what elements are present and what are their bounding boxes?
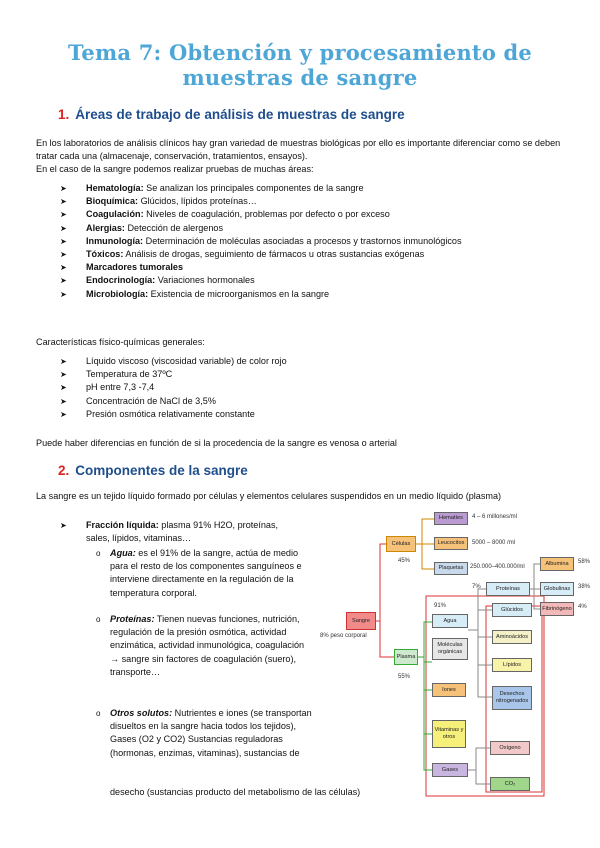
list-item: ➤ Líquido viscoso (viscosidad variable) de color rojo [74, 355, 287, 368]
fibrinogeno-pct: 4% [578, 604, 587, 610]
otros-solutos-item: o Otros solutos: Nutrientes e iones (se transportan disueltos en la sangre hacia todos los tejidos), Gases (O2 y CO2) Sustancias reguladoras (hormonas, enzimas, vitaminas), sustancias de [96, 708, 312, 758]
globulina-box: Globulinas [540, 582, 574, 596]
section-1-heading [58, 107, 405, 122]
blood-components-diagram [318, 502, 600, 800]
section-1-intro: En los laboratorios de análisis clínicos hay gran variedad de muestras biológicas por ello es importante diferenciar como se deben tratar cada una (almacenaje, conservación, tratamientos, ensayos). [36, 138, 561, 161]
iones-box: Iones [432, 683, 466, 697]
list-item: ➤ Bioquímica: Glúcidos, lípidos proteínas… [74, 195, 462, 208]
celulas-pct: 45% [398, 558, 411, 564]
albumina-box: Albumina [540, 557, 574, 571]
list-item: ➤ Concentración de NaCl de 3,5% [74, 395, 287, 408]
areas-list [74, 182, 462, 301]
celulas-box: Células [386, 536, 416, 552]
agua-box: Agua [432, 614, 468, 628]
leucocitos-value: 5000 – 8000 /ml [472, 540, 516, 546]
co2-box: CO₂ [490, 777, 530, 791]
list-item: ➤ Coagulación: Niveles de coagulación, problemas por defecto o por exceso [74, 208, 462, 221]
characteristics-title: Características físico-químicas generales: [36, 337, 205, 347]
list-item: ➤ Marcadores tumorales [74, 261, 462, 274]
hematies-box: Hematíes [434, 512, 468, 525]
section-1-number: 1. [58, 107, 70, 122]
proteinas-pct: 7% [472, 584, 481, 590]
moleculas-box: Moléculas orgánicas [432, 638, 468, 660]
agua-item: o Agua: es el 91% de la sangre, actúa de medio para el resto de los componentes sanguíneos e interviene directamente en la regulación de la temperatura corporal. [96, 548, 302, 598]
characteristics-list [74, 355, 287, 421]
lipidos-box: Lípidos [492, 658, 532, 672]
fibrinogeno-box: Fibrinógeno [540, 602, 574, 616]
list-item: ➤ Inmunología: Determinación de moléculas asociadas a procesos y trastornos inmunológicos [74, 235, 462, 248]
plaquetas-box: Plaquetas [434, 562, 468, 575]
plasma-pct: 55% [398, 674, 411, 680]
proteinas-box: Proteínas [486, 582, 530, 596]
sangre-box: Sangre [346, 612, 376, 630]
list-item: ➤ Alergias: Detección de alergenos [74, 222, 462, 235]
section-1-title: Áreas de trabajo de análisis de muestras de sangre [75, 107, 405, 122]
section-2-number: 2. [58, 463, 70, 478]
section-2-intro: La sangre es un tejido líquido formado por células y elementos celulares suspendidos en un medio líquido (plasma) [36, 491, 502, 501]
aminoacidos-box: Aminoácidos [492, 630, 532, 644]
list-item: ➤ pH entre 7,3 -7,4 [74, 381, 287, 394]
list-item: ➤ Temperatura de 37ºC [74, 368, 287, 381]
page-title: Tema 7: Obtención y procesamiento de muestras de sangre [68, 40, 532, 90]
plaquetas-value: 250.000–400.000/ml [470, 564, 525, 570]
oxigeno-box: Oxígeno [490, 741, 530, 755]
vitaminas-box: Vitaminas y otros [432, 720, 466, 748]
otros-solutos-last-line: desecho (sustancias producto del metabolismo de las células) [110, 787, 361, 797]
section-2-heading [58, 463, 248, 478]
gases-box: Gases [432, 763, 468, 777]
hematies-value: 4 – 6 millones/ml [472, 514, 518, 520]
glucidos-box: Glúcidos [492, 603, 532, 617]
desechos-box: Desechos nitrogenados [492, 686, 532, 710]
list-item: ➤ Fracción líquida: plasma 91% H2O, proteínas, sales, lípidos, vitaminas… [74, 519, 299, 545]
albumina-pct: 58% [578, 559, 591, 565]
list-item: ➤ Presión osmótica relativamente constante [74, 408, 287, 421]
list-item: ➤ Microbiología: Existencia de microorganismos en la sangre [74, 288, 462, 301]
globulina-pct: 38% [578, 584, 591, 590]
fraction-list [74, 519, 299, 545]
plasma-box: Plasma [394, 649, 418, 665]
sangre-pct: 8% peso corporal [320, 633, 367, 639]
section-1-intro-2: En el caso de la sangre podemos realizar pruebas de muchas áreas: [36, 164, 314, 174]
list-item: ➤ Tóxicos: Análisis de drogas, seguimiento de fármacos u otras sustancias exógenas [74, 248, 462, 261]
proteinas-item: o Proteínas: Tienen nuevas funciones, nutrición, regulación de la presión osmótica, actividad enzimática, actividad inmunológica, coagulación → sangre sin factores de coagulación (suero), transporte… [96, 614, 305, 677]
leucocitos-box: Leucocitos [434, 537, 468, 550]
section-2-title: Componentes de la sangre [75, 463, 248, 478]
agua-pct: 91% [434, 603, 447, 609]
venous-arterial-note: Puede haber diferencias en función de si la procedencia de la sangre es venosa o arterial [36, 438, 397, 448]
list-item: ➤ Hematología: Se analizan los principales componentes de la sangre [74, 182, 462, 195]
list-item: ➤ Endocrinología: Variaciones hormonales [74, 274, 462, 287]
